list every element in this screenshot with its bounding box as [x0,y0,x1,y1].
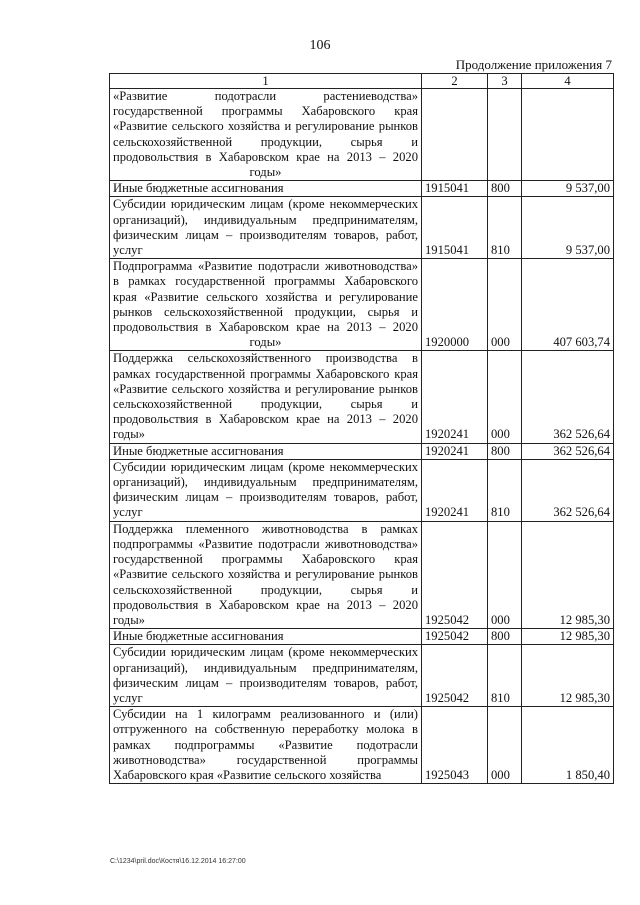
row-amount: 9 537,00 [522,181,614,197]
file-path-footer: C:\1234\pril.doc\Костя\16.12.2014 16:27:00 [110,858,246,865]
table-row [110,197,614,259]
table-row [110,351,614,443]
row-kind: 810 [488,645,522,707]
row-description: Подпрограмма «Развитие подотрасли животноводства» в рамках государственной программы Хабаровского края «Развитие сельского хозяйства и регулирование рынков сельскохозяйственной продукции, сырья и продовольствия в Хабаровском крае на 2013 – 2020 годы» [110,259,422,351]
table-body [110,89,614,784]
row-code: 1915041 [422,197,488,259]
table-row [110,707,614,784]
row-amount: 362 526,64 [522,351,614,443]
row-amount: 362 526,64 [522,443,614,459]
row-code [422,89,488,181]
row-kind: 810 [488,197,522,259]
row-code: 1925042 [422,629,488,645]
row-kind: 800 [488,629,522,645]
row-description: Поддержка сельскохозяйственного производства в рамках государственной программы Хабаровского края «Развитие сельского хозяйства и регулирование рынков сельскохозяйственной продукции, сырья и продовольствия в Хабаровском крае на 2013 – 2020 годы» [110,351,422,443]
row-description: Субсидии юридическим лицам (кроме некоммерческих организаций), индивидуальным предпринимателям, физическим лицам – производителям товаров, работ, услуг [110,645,422,707]
row-description: Иные бюджетные ассигнования [110,443,422,459]
budget-table [109,73,614,784]
row-amount: 1 850,40 [522,707,614,784]
row-code: 1925042 [422,645,488,707]
row-kind: 800 [488,443,522,459]
table-row [110,645,614,707]
row-code: 1915041 [422,181,488,197]
column-header-1: 1 [110,74,422,89]
row-amount: 12 985,30 [522,645,614,707]
table-row [110,629,614,645]
row-kind [488,89,522,181]
table-row [110,443,614,459]
row-code: 1920241 [422,443,488,459]
continuation-note: Продолжение приложения 7 [455,57,612,72]
row-kind: 000 [488,351,522,443]
row-amount: 12 985,30 [522,629,614,645]
row-kind: 810 [488,459,522,521]
row-amount: 362 526,64 [522,459,614,521]
row-code: 1925043 [422,707,488,784]
table-header-row [110,74,614,89]
row-amount: 12 985,30 [522,521,614,628]
row-amount [522,89,614,181]
page-number: 106 [309,38,331,53]
row-kind: 800 [488,181,522,197]
table-row [110,259,614,351]
row-code: 1920241 [422,459,488,521]
row-code: 1920000 [422,259,488,351]
row-amount: 9 537,00 [522,197,614,259]
table-row [110,89,614,181]
column-header-2: 2 [422,74,488,89]
table-row [110,181,614,197]
row-description: Субсидии юридическим лицам (кроме некоммерческих организаций), индивидуальным предпринимателям, физическим лицам – производителям товаров, работ, услуг [110,197,422,259]
row-description: Поддержка племенного животноводства в рамках подпрограммы «Развитие подотрасли животноводства» государственной программы Хабаровского края «Развитие сельского хозяйства и регулирование рынков сельскохозяйственной продукции, сырья и продовольствия в Хабаровском крае на 2013 – 2020 годы» [110,521,422,628]
row-kind: 000 [488,259,522,351]
row-description: Иные бюджетные ассигнования [110,181,422,197]
table-row [110,521,614,628]
row-code: 1920241 [422,351,488,443]
table-row [110,459,614,521]
column-header-4: 4 [522,74,614,89]
row-description: Иные бюджетные ассигнования [110,629,422,645]
row-kind: 000 [488,707,522,784]
row-description: Субсидии юридическим лицам (кроме некоммерческих организаций), индивидуальным предпринимателям, физическим лицам – производителям товаров, работ, услуг [110,459,422,521]
row-description: «Развитие подотрасли растениеводства» государственной программы Хабаровского края «Развитие сельского хозяйства и регулирование рынков сельскохозяйственной продукции, сырья и продовольствия в Хабаровском крае на 2013 – 2020 годы» [110,89,422,181]
row-description: Субсидии на 1 килограмм реализованного и (или) отгруженного на собственную переработку молока в рамках подпрограммы «Развитие подотрасли животноводства» государственной программы Хабаровского края «Развитие сельского хозяйства [110,707,422,784]
column-header-3: 3 [488,74,522,89]
row-kind: 000 [488,521,522,628]
row-amount: 407 603,74 [522,259,614,351]
row-code: 1925042 [422,521,488,628]
